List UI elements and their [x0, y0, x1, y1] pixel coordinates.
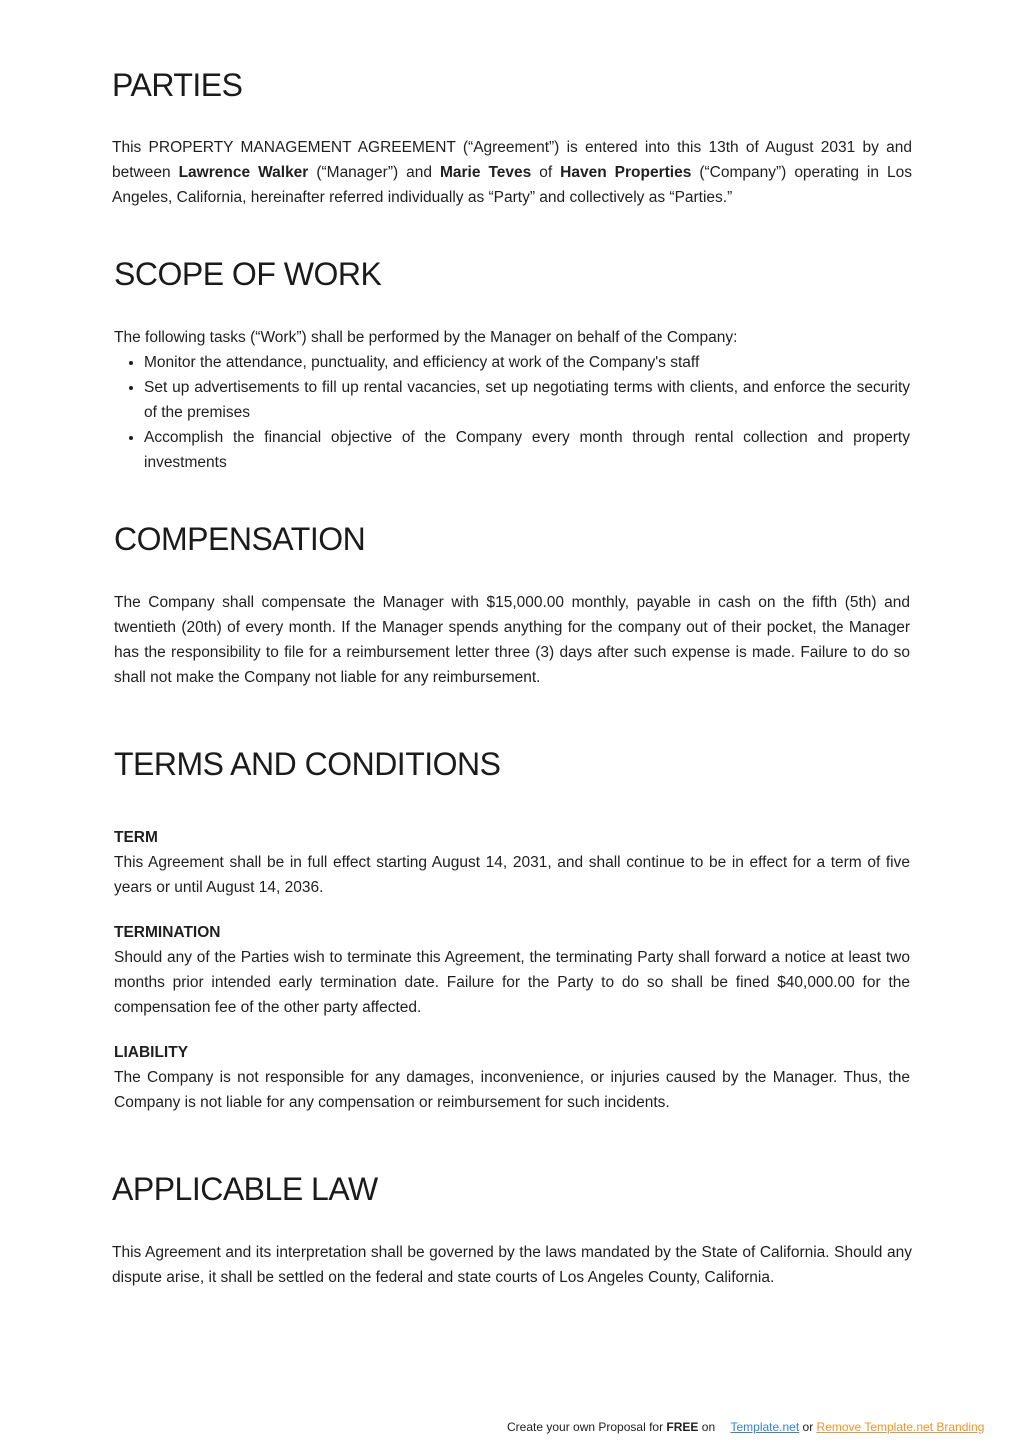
compensation-paragraph: The Company shall compensate the Manager with $15,000.00 monthly, payable in cash on the fifth (5th) and twentieth (20th) of every month. If the Manager spends anything for the company out of their pocket, the Manager has the responsibility to file for a reimbursement letter three (3) days after such expense is made. Failure to do so shall not make the Company not liable for any reimbursement. — [114, 594, 910, 686]
parties-paragraph — [112, 135, 912, 210]
template-net-link[interactable]: Template.net — [730, 1420, 800, 1434]
scope-intro: The following tasks (“Work”) shall be performed by the Manager on behalf of the Company: — [114, 329, 738, 346]
parties-heading: PARTIES — [112, 67, 243, 103]
footer-free: FREE — [666, 1420, 699, 1434]
terms-heading: TERMS AND CONDITIONS — [114, 746, 501, 782]
scope-heading: SCOPE OF WORK — [114, 256, 382, 292]
term-paragraph: This Agreement shall be in full effect starting August 14, 2031, and shall continue to be in effect for a term of five years or until August 14, 2036. — [114, 854, 910, 896]
term-subheading: TERM — [114, 829, 158, 846]
termination-subheading: TERMINATION — [114, 924, 221, 941]
company-name: Haven Properties — [560, 164, 692, 181]
footer-text: or — [799, 1420, 817, 1434]
text: (“Manager”) and — [308, 164, 440, 181]
representative-name: Marie Teves — [439, 164, 532, 181]
text: of — [531, 164, 561, 181]
list-item: • Monitor the attendance, punctuality, and efficiency at work of the Company's staff — [144, 350, 910, 375]
termination-paragraph: Should any of the Parties wish to terminate this Agreement, the terminating Party shall forward a notice at least two months prior intended early termination date. Failure for the Party to do so shall be fined $40,000.00 for the compensation fee of the other party affected. — [114, 949, 910, 1016]
footer-branding — [507, 1418, 984, 1436]
manager-name: Lawrence Walker — [178, 164, 309, 181]
list-item: • Accomplish the financial objective of the Company every month through rental collection and property investments — [144, 425, 910, 475]
text: (“Company”) operating in Los Angeles, California, hereinafter referred individually as “Party” and collectively as “Parties.” — [112, 164, 912, 206]
remove-branding-link[interactable]: Remove Template.net Branding — [816, 1420, 985, 1434]
text: This PROPERTY MANAGEMENT AGREEMENT (“Agreement”) is entered into this 13th of August 2031 by and between — [112, 139, 912, 181]
footer-text: Create your own Proposal for — [507, 1420, 667, 1434]
liability-paragraph: The Company is not responsible for any damages, inconvenience, or injuries caused by the Manager. Thus, the Company is not liable for any compensation or reimbursement for such incidents. — [114, 1069, 910, 1111]
list-item: • Set up advertisements to fill up rental vacancies, set up negotiating terms with clients, and enforce the security of the premises — [144, 375, 910, 425]
compensation-heading: COMPENSATION — [114, 521, 366, 557]
law-heading: APPLICABLE LAW — [112, 1171, 378, 1207]
scope-list — [114, 350, 910, 475]
law-paragraph: This Agreement and its interpretation shall be governed by the laws mandated by the State of California. Should any dispute arise, it shall be settled on the federal and state courts of Los Angeles County, California. — [112, 1244, 912, 1286]
liability-subheading: LIABILITY — [114, 1044, 189, 1061]
footer-text: on — [698, 1420, 716, 1434]
parties-section — [112, 65, 912, 105]
